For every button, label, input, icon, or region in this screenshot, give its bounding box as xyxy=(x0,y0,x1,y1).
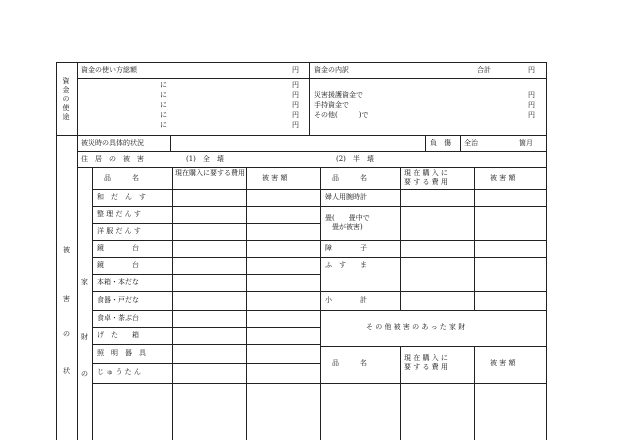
source-label: 災害援護資金で xyxy=(314,91,363,99)
usage-row-ni: に xyxy=(160,81,167,89)
usage-row-ni: に xyxy=(160,101,167,109)
left-header-cost: 現在購入に要する費用 xyxy=(175,169,245,177)
right-bottom-header-item: 品 名 xyxy=(332,359,367,367)
source-yen: 円 xyxy=(528,111,535,119)
usage-row-yen: 円 xyxy=(292,81,299,89)
source-label: 手持資金で xyxy=(314,101,349,109)
usage-row-ni: に xyxy=(160,91,167,99)
usage-row-yen: 円 xyxy=(292,91,299,99)
left-item: 食卓・茶ぶ台 xyxy=(97,314,139,322)
usage-row-ni: に xyxy=(160,121,167,129)
left-item: 鏡 台 xyxy=(97,244,139,252)
household-side-0: 家 xyxy=(81,278,88,286)
household-side-2: の xyxy=(81,370,88,378)
right-bottom-header-amount: 被 害 額 xyxy=(490,359,516,367)
damage-side-label-1: 害 xyxy=(63,295,70,303)
months-label: 箇月 xyxy=(519,139,533,147)
left-item: 本箱・本だな xyxy=(97,278,139,286)
right-header-amount: 被 害 額 xyxy=(490,174,516,182)
source-yen: 円 xyxy=(528,91,535,99)
left-item: 照 明 器 具 xyxy=(97,349,146,357)
right-header-cost: 現 在 購 入 に 要 す る 費 用 xyxy=(404,169,448,186)
breakdown-label: 資金の内訳 xyxy=(314,66,349,74)
right-item: ふ す ま xyxy=(325,261,367,269)
total-label: 合計 xyxy=(477,66,491,74)
usage-row-yen: 円 xyxy=(292,121,299,129)
left-item: 鏡 台 xyxy=(97,261,139,269)
source-label: その他( )で xyxy=(314,111,369,119)
left-item: 食器・戸だな xyxy=(97,296,139,304)
left-item: 和 だ ん す xyxy=(97,193,146,201)
full-destroy-label: (1) 全 壊 xyxy=(186,155,224,163)
left-header-item: 品 名 xyxy=(104,174,139,182)
usage-side-label: 資 金 の 使 途 xyxy=(62,77,70,121)
left-item: 洋 服 だ ん す xyxy=(97,227,141,235)
right-header-item: 品 名 xyxy=(332,174,367,182)
damage-side-label-3: 状 xyxy=(63,367,70,375)
usage-row-yen: 円 xyxy=(292,111,299,119)
total-usage-label: 資金の使い方総額 xyxy=(81,66,137,74)
household-side-1: 財 xyxy=(81,333,88,341)
half-destroy-label: (2) 半 壊 xyxy=(336,155,374,163)
left-item: げ た 箱 xyxy=(97,331,139,339)
source-yen: 円 xyxy=(528,101,535,109)
usage-row-yen: 円 xyxy=(292,101,299,109)
right-item: 障 子 xyxy=(325,244,367,252)
left-item: じ ゅ う た ん xyxy=(97,368,141,376)
housing-label: 住 居 の 被 害 xyxy=(81,155,144,163)
total-yen: 円 xyxy=(528,66,535,74)
injury-label: 負 傷 xyxy=(430,139,451,147)
right-item: 畳( 畳中で 畳が被害) xyxy=(325,214,370,231)
damage-side-label-0: 被 xyxy=(63,246,70,254)
right-item: 婦人用腕時計 xyxy=(325,193,367,201)
usage-row-ni: に xyxy=(160,111,167,119)
right-item: 小 計 xyxy=(325,296,367,304)
damage-side-label-2: の xyxy=(63,330,70,338)
full-recovery-label: 全治 xyxy=(464,139,478,147)
total-usage-yen: 円 xyxy=(292,66,299,74)
right-bottom-header-cost: 現 在 購 入 に 要 す る 費 用 xyxy=(404,354,448,371)
other-damage-label: そ の 他 被 害 の あ っ た 家 財 xyxy=(366,323,466,331)
left-item: 整 理 だ ん す xyxy=(97,210,141,218)
specific-label: 被災時の具体的状況 xyxy=(81,139,144,147)
left-header-amount: 被 害 額 xyxy=(262,174,288,182)
